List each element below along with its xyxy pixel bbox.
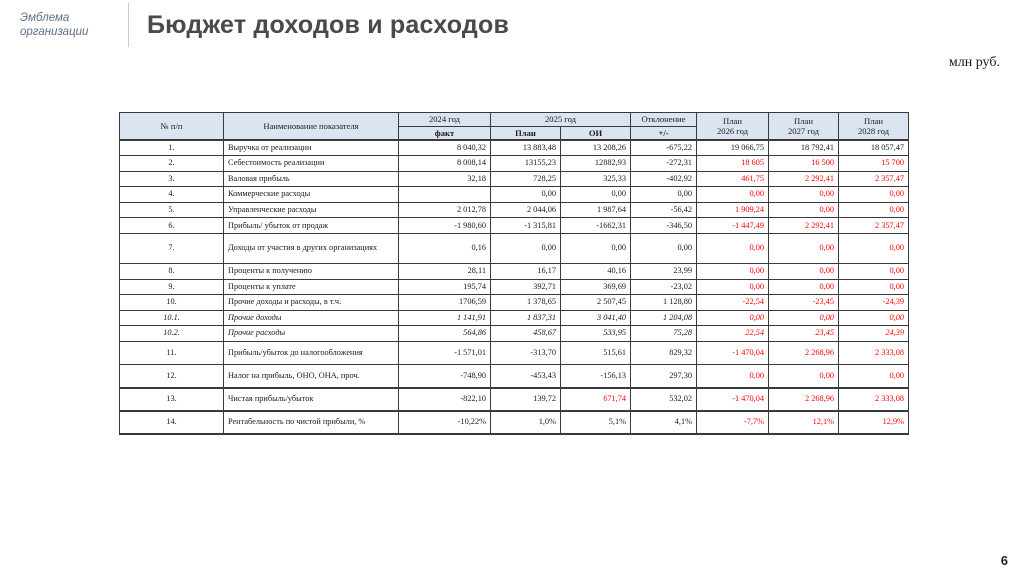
cell-f2024: -1 980,60 [399, 218, 491, 234]
cell-name: Валовая прибыль [224, 171, 399, 187]
table-row [120, 342, 909, 365]
cell-p2026: -7,7% [697, 411, 769, 434]
col-subheader-2025-plan: План [491, 126, 561, 140]
table-body [120, 140, 909, 434]
cell-oi2025: 0,00 [561, 187, 631, 203]
cell-p2026: 0,00 [697, 234, 769, 264]
cell-oi2025: -1662,31 [561, 218, 631, 234]
table-row [120, 310, 909, 326]
cell-name: Чистая прибыль/убыток [224, 388, 399, 411]
cell-oi2025: 40,16 [561, 264, 631, 280]
cell-plan2025: -313,70 [491, 342, 561, 365]
cell-dev: -272,31 [631, 156, 697, 172]
cell-f2024: 8 008,14 [399, 156, 491, 172]
cell-no: 14. [120, 411, 224, 434]
emblem-line-2: организации [20, 26, 89, 38]
cell-p2026: -1 470,04 [697, 388, 769, 411]
cell-p2026: 0,00 [697, 279, 769, 295]
cell-no: 3. [120, 171, 224, 187]
cell-p2026: -1 470,04 [697, 342, 769, 365]
cell-p2027: 18 792,41 [769, 140, 839, 156]
col-subheader-2025-oi: ОИ [561, 126, 631, 140]
cell-name: Прибыль/убыток до налогообложения [224, 342, 399, 365]
cell-oi2025: 5,1% [561, 411, 631, 434]
cell-f2024 [399, 187, 491, 203]
table-row [120, 156, 909, 172]
units-label: млн руб. [948, 55, 1000, 70]
table-row [120, 202, 909, 218]
cell-name: Прибыль/ убыток от продаж [224, 218, 399, 234]
col-header-plan-2027 [769, 113, 839, 141]
cell-dev: 297,30 [631, 365, 697, 388]
plan-2027-line1: План [794, 115, 813, 126]
cell-name: Себестоимость реализации [224, 156, 399, 172]
col-subheader-2024-fact: факт [399, 126, 491, 140]
cell-p2027: -23,45 [769, 295, 839, 311]
cell-f2024: -10,22% [399, 411, 491, 434]
budget-table [119, 112, 909, 435]
cell-f2024: 195,74 [399, 279, 491, 295]
cell-plan2025: 139,72 [491, 388, 561, 411]
cell-no: 6. [120, 218, 224, 234]
page-number: 6 [1000, 553, 1008, 568]
cell-p2026: -1 447,49 [697, 218, 769, 234]
table-row [120, 264, 909, 280]
cell-f2024: 2 012,78 [399, 202, 491, 218]
col-header-2025: 2025 год [491, 113, 631, 127]
header-divider [128, 3, 129, 47]
cell-oi2025: 3 041,40 [561, 310, 631, 326]
cell-name: Проценты к уплате [224, 279, 399, 295]
cell-f2024: -822,10 [399, 388, 491, 411]
cell-no: 12. [120, 365, 224, 388]
cell-f2024: 0,16 [399, 234, 491, 264]
cell-name: Коммерческие расходы [224, 187, 399, 203]
organization-emblem [20, 11, 126, 39]
cell-dev: 1 204,08 [631, 310, 697, 326]
cell-name: Прочие доходы [224, 310, 399, 326]
cell-p2028: 12,9% [839, 411, 909, 434]
cell-p2026: -22,54 [697, 295, 769, 311]
emblem-line-1: Эмблема [20, 12, 70, 24]
table-row [120, 411, 909, 434]
plan-2028-line1: План [864, 115, 883, 126]
cell-p2028: -24,39 [839, 295, 909, 311]
cell-p2026: 19 066,75 [697, 140, 769, 156]
table-row [120, 326, 909, 342]
cell-no: 7. [120, 234, 224, 264]
plan-2026-line1: План [723, 115, 742, 126]
cell-plan2025: 1 837,31 [491, 310, 561, 326]
cell-p2027: 2 268,96 [769, 388, 839, 411]
plan-2028-line2: 2028 год [857, 126, 890, 136]
cell-oi2025: 369,69 [561, 279, 631, 295]
cell-plan2025: 458,67 [491, 326, 561, 342]
cell-dev: 532,02 [631, 388, 697, 411]
table-row [120, 365, 909, 388]
cell-p2028: 15 700 [839, 156, 909, 172]
table-row [120, 234, 909, 264]
cell-p2027: 2 268,96 [769, 342, 839, 365]
cell-f2024: 8 040,32 [399, 140, 491, 156]
cell-p2027: 0,00 [769, 187, 839, 203]
table-row [120, 171, 909, 187]
cell-oi2025: 533,95 [561, 326, 631, 342]
cell-oi2025: -156,13 [561, 365, 631, 388]
cell-no: 10.2. [120, 326, 224, 342]
cell-no: 2. [120, 156, 224, 172]
cell-dev: -23,02 [631, 279, 697, 295]
cell-plan2025: 13155,23 [491, 156, 561, 172]
cell-plan2025: -453,43 [491, 365, 561, 388]
table-row [120, 187, 909, 203]
cell-no: 4. [120, 187, 224, 203]
table-row [120, 140, 909, 156]
cell-name: Выручка от реализации [224, 140, 399, 156]
cell-plan2025: 392,71 [491, 279, 561, 295]
cell-no: 13. [120, 388, 224, 411]
cell-dev: -346,50 [631, 218, 697, 234]
cell-p2027: 0,00 [769, 202, 839, 218]
cell-p2027: 0,00 [769, 310, 839, 326]
col-header-deviation: Отклонение [631, 113, 697, 127]
plan-2026-line2: 2026 год [716, 126, 749, 136]
cell-no: 8. [120, 264, 224, 280]
cell-dev: 23,99 [631, 264, 697, 280]
cell-p2028: 0,00 [839, 279, 909, 295]
cell-name: Проценты к получению [224, 264, 399, 280]
cell-dev: 829,32 [631, 342, 697, 365]
cell-f2024: 564,86 [399, 326, 491, 342]
cell-f2024: 1706,59 [399, 295, 491, 311]
cell-dev: 0,00 [631, 187, 697, 203]
cell-p2028: 2 357,47 [839, 171, 909, 187]
col-header-plan-2026 [697, 113, 769, 141]
cell-f2024: 28,11 [399, 264, 491, 280]
cell-dev: 0,00 [631, 234, 697, 264]
cell-name: Прочие доходы и расходы, в т.ч. [224, 295, 399, 311]
cell-p2027: 12,1% [769, 411, 839, 434]
cell-name: Прочие расходы [224, 326, 399, 342]
cell-p2028: 18 057,47 [839, 140, 909, 156]
cell-p2026: 0,00 [697, 365, 769, 388]
cell-plan2025: 1 378,65 [491, 295, 561, 311]
col-header-plan-2028 [839, 113, 909, 141]
cell-p2028: 0,00 [839, 234, 909, 264]
cell-dev: -675,22 [631, 140, 697, 156]
cell-p2026: 18 605 [697, 156, 769, 172]
cell-no: 5. [120, 202, 224, 218]
cell-p2026: 0,00 [697, 264, 769, 280]
cell-oi2025: 12882,93 [561, 156, 631, 172]
col-subheader-deviation-sign: +/- [631, 126, 697, 140]
cell-name: Рентабельность по чистой прибыли, % [224, 411, 399, 434]
cell-name: Управленческие расходы [224, 202, 399, 218]
cell-dev: -402,92 [631, 171, 697, 187]
cell-p2026: 22,54 [697, 326, 769, 342]
cell-plan2025: 2 044,06 [491, 202, 561, 218]
cell-oi2025: 671,74 [561, 388, 631, 411]
cell-p2028: 0,00 [839, 264, 909, 280]
cell-oi2025: 2 507,45 [561, 295, 631, 311]
table-row [120, 295, 909, 311]
cell-oi2025: 13 208,26 [561, 140, 631, 156]
cell-plan2025: 0,00 [491, 187, 561, 203]
cell-plan2025: -1 315,81 [491, 218, 561, 234]
page-title: Бюджет доходов и расходов [147, 10, 510, 39]
cell-no: 10. [120, 295, 224, 311]
cell-p2027: 2 292,41 [769, 218, 839, 234]
cell-name: Доходы от участия в других организациях [224, 234, 399, 264]
cell-dev: 4,1% [631, 411, 697, 434]
col-header-2024: 2024 год [399, 113, 491, 127]
cell-p2028: 2 333,08 [839, 388, 909, 411]
plan-2027-line2: 2027 год [787, 126, 820, 136]
cell-oi2025: 0,00 [561, 234, 631, 264]
table-row [120, 279, 909, 295]
cell-name: Налог на прибыль, ОНО, ОНА, проч. [224, 365, 399, 388]
cell-no: 9. [120, 279, 224, 295]
cell-p2028: 0,00 [839, 310, 909, 326]
cell-p2028: 2 333,08 [839, 342, 909, 365]
cell-dev: 75,28 [631, 326, 697, 342]
cell-p2028: 0,00 [839, 202, 909, 218]
budget-table-container [119, 112, 908, 435]
cell-p2027: 0,00 [769, 365, 839, 388]
table-header [120, 113, 909, 141]
cell-p2026: 0,00 [697, 310, 769, 326]
table-row [120, 388, 909, 411]
cell-plan2025: 728,25 [491, 171, 561, 187]
cell-plan2025: 16,17 [491, 264, 561, 280]
table-header-row-1 [120, 113, 909, 127]
cell-no: 10.1. [120, 310, 224, 326]
cell-plan2025: 0,00 [491, 234, 561, 264]
col-header-indicator-name: Наименование показателя [224, 113, 399, 141]
table-row [120, 218, 909, 234]
cell-f2024: -1 571,01 [399, 342, 491, 365]
cell-plan2025: 13 883,48 [491, 140, 561, 156]
cell-oi2025: 325,33 [561, 171, 631, 187]
cell-p2028: 24,39 [839, 326, 909, 342]
cell-oi2025: 515,61 [561, 342, 631, 365]
cell-f2024: 1 141,91 [399, 310, 491, 326]
cell-dev: 1 128,80 [631, 295, 697, 311]
cell-oi2025: 1 987,64 [561, 202, 631, 218]
cell-f2024: -748,90 [399, 365, 491, 388]
cell-p2028: 0,00 [839, 365, 909, 388]
cell-p2027: 16 500 [769, 156, 839, 172]
cell-p2026: 1 909,24 [697, 202, 769, 218]
cell-p2026: 0,00 [697, 187, 769, 203]
cell-plan2025: 1,0% [491, 411, 561, 434]
cell-no: 1. [120, 140, 224, 156]
cell-p2027: 23,45 [769, 326, 839, 342]
cell-p2026: 461,75 [697, 171, 769, 187]
col-header-number: № п/п [120, 113, 224, 141]
cell-p2027: 0,00 [769, 264, 839, 280]
cell-f2024: 32,18 [399, 171, 491, 187]
cell-p2028: 2 357,47 [839, 218, 909, 234]
cell-p2027: 2 292,41 [769, 171, 839, 187]
slide-header [0, 0, 1024, 50]
cell-p2028: 0,00 [839, 187, 909, 203]
cell-dev: -56,42 [631, 202, 697, 218]
cell-p2027: 0,00 [769, 279, 839, 295]
cell-no: 11. [120, 342, 224, 365]
cell-p2027: 0,00 [769, 234, 839, 264]
